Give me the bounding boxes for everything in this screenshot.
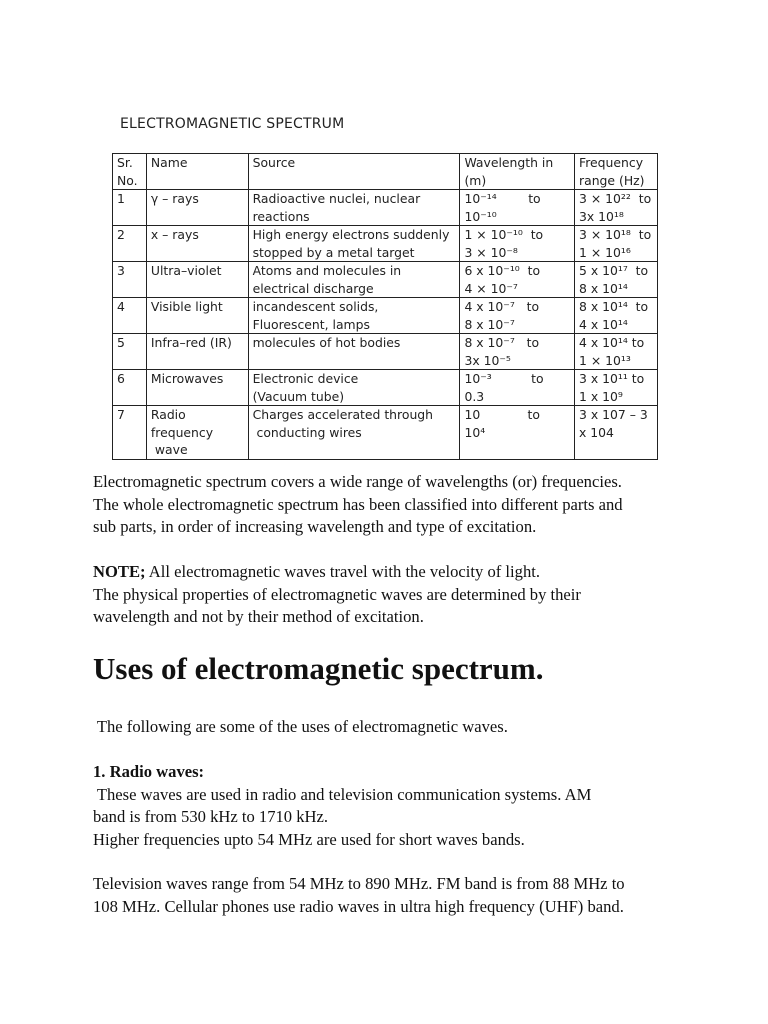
cell-wavelength: 10⁻¹⁴ to 10⁻¹⁰ [460, 190, 575, 226]
cell-source: Atoms and molecules in electrical discharge [248, 262, 460, 298]
table-header-row [113, 154, 658, 190]
cell-frequency: 5 x 10¹⁷ to 8 x 10¹⁴ [575, 262, 658, 298]
spectrum-table [112, 153, 658, 460]
cell-wavelength: 10⁻³ to 0.3 [460, 370, 575, 406]
cell-sr: 4 [113, 298, 147, 334]
cell-wavelength: 1 × 10⁻¹⁰ to 3 × 10⁻⁸ [460, 226, 575, 262]
header-wavelength: Wavelength in (m) [460, 154, 575, 190]
cell-sr: 2 [113, 226, 147, 262]
uses-heading: Uses of electromagnetic spectrum. [93, 651, 544, 686]
cell-sr: 1 [113, 190, 147, 226]
uses-intro: The following are some of the uses of electromagnetic waves. [93, 717, 508, 736]
spectrum-table-title: ELECTROMAGNETIC SPECTRUM [120, 116, 345, 132]
cell-wavelength: 8 x 10⁻⁷ to 3x 10⁻⁵ [460, 334, 575, 370]
table-row [113, 370, 658, 406]
cell-sr: 5 [113, 334, 147, 370]
cell-name: Radio frequency wave [146, 406, 248, 460]
radio-waves-section: 1. Radio waves: These waves are used in radio and television communication systems. AM band is from 530 kHz to 1710 kHz. Higher frequencies upto 54 MHz are used for short waves bands. [93, 762, 592, 849]
cell-wavelength: 4 x 10⁻⁷ to 8 x 10⁻⁷ [460, 298, 575, 334]
cell-frequency: 3 x 10¹¹ to 1 x 10⁹ [575, 370, 658, 406]
cell-source: Electronic device (Vacuum tube) [248, 370, 460, 406]
cell-name: Visible light [146, 298, 248, 334]
cell-name: Microwaves [146, 370, 248, 406]
table-row [113, 262, 658, 298]
header-source: Source [248, 154, 460, 190]
cell-source: Charges accelerated through conducting wires [248, 406, 460, 460]
cell-frequency: 4 x 10¹⁴ to 1 × 10¹³ [575, 334, 658, 370]
note-label: NOTE; [93, 562, 146, 581]
header-sr-no: Sr. No. [113, 154, 147, 190]
table-row [113, 226, 658, 262]
cell-name: Ultra–violet [146, 262, 248, 298]
note-paragraph: NOTE; All electromagnetic waves travel with the velocity of light. The physical properties of electromagnetic waves are determined by their wavelength and not by their method of excitation. [93, 562, 581, 626]
cell-sr: 6 [113, 370, 147, 406]
cell-frequency: 3 × 10²² to 3x 10¹⁸ [575, 190, 658, 226]
cell-frequency: 8 x 10¹⁴ to 4 x 10¹⁴ [575, 298, 658, 334]
table-row [113, 298, 658, 334]
cell-sr: 7 [113, 406, 147, 460]
cell-frequency: 3 x 107 – 3 x 104 [575, 406, 658, 460]
radio-waves-heading: 1. Radio waves: [93, 762, 205, 781]
cell-name: γ – rays [146, 190, 248, 226]
television-paragraph: Television waves range from 54 MHz to 890 MHz. FM band is from 88 MHz to 108 MHz. Cellular phones use radio waves in ultra high frequency (UHF) band. [93, 874, 625, 916]
cell-wavelength: 10 to 10⁴ [460, 406, 575, 460]
cell-wavelength: 6 x 10⁻¹⁰ to 4 × 10⁻⁷ [460, 262, 575, 298]
cell-source: Radioactive nuclei, nuclear reactions [248, 190, 460, 226]
header-frequency: Frequency range (Hz) [575, 154, 658, 190]
header-name: Name [146, 154, 248, 190]
cell-frequency: 3 × 10¹⁸ to 1 × 10¹⁶ [575, 226, 658, 262]
cell-name: Infra–red (IR) [146, 334, 248, 370]
table-row [113, 334, 658, 370]
intro-paragraph: Electromagnetic spectrum covers a wide range of wavelengths (or) frequencies. The whole electromagnetic spectrum has been classified into different parts and sub parts, in order of increasing wavelength and type of excitation. [93, 472, 623, 536]
table-row [113, 406, 658, 460]
cell-sr: 3 [113, 262, 147, 298]
cell-source: High energy electrons suddenly stopped by a metal target [248, 226, 460, 262]
cell-name: x – rays [146, 226, 248, 262]
cell-source: molecules of hot bodies [248, 334, 460, 370]
table-row [113, 190, 658, 226]
cell-source: incandescent solids, Fluorescent, lamps [248, 298, 460, 334]
